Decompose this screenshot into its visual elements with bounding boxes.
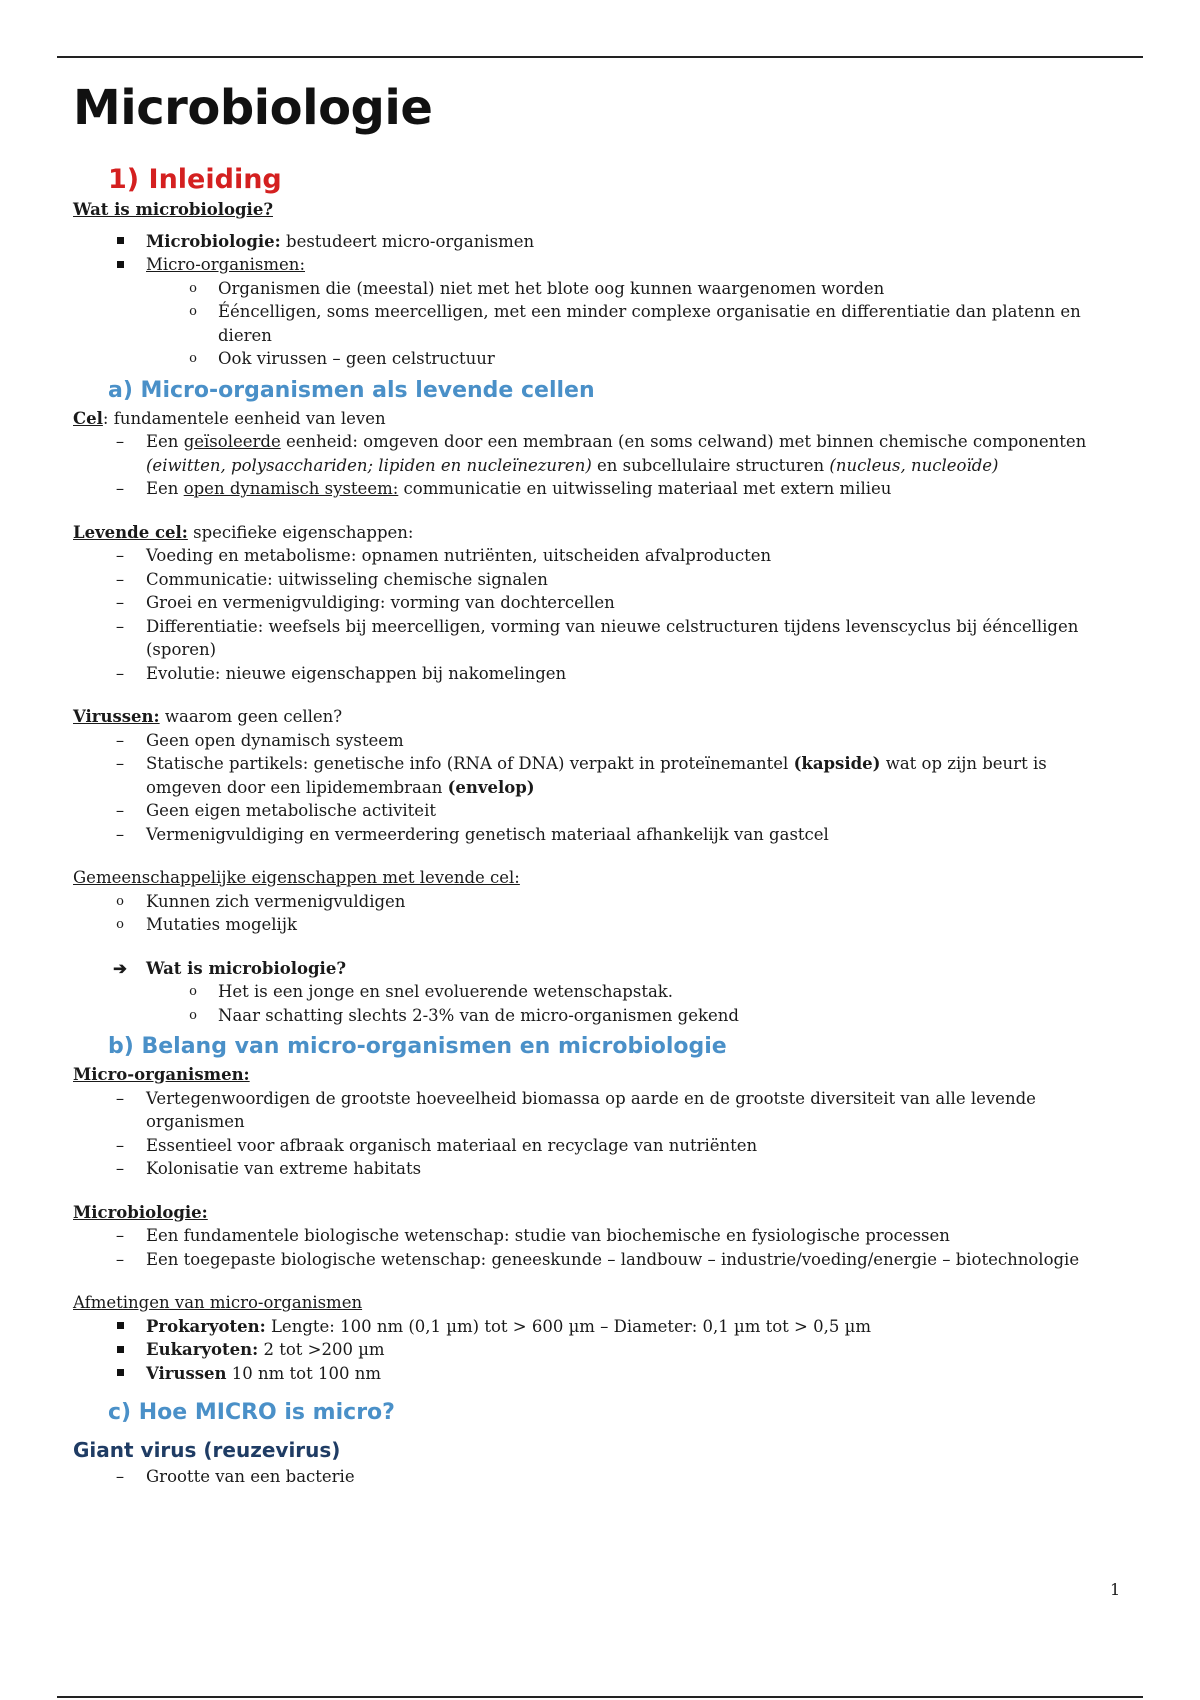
section-heading-c: c) Hoe MICRO is micro? [108, 1400, 395, 1425]
list-item: o Ook virussen – geen celstructuur [73, 347, 1113, 371]
circle-bullet-icon: o [189, 304, 197, 319]
top-rule [57, 56, 1143, 58]
document-title: Microbiologie [73, 80, 433, 136]
question-heading: Wat is microbiologie? [73, 200, 273, 219]
list-item: – Geen eigen metabolische activiteit [73, 799, 1113, 823]
list-item: – Grootte van een bacterie [73, 1465, 1113, 1489]
list-item: – Een geïsoleerde eenheid: omgeven door een membraan (en soms celwand) met binnen chemische componenten (eiwitten, polysacchariden; lipiden en nucleïnezuren) en subcellulaire structuren (nucleus, nucleoïde) [73, 430, 1113, 477]
list-item: – Vertegenwoordigen de grootste hoeveelheid biomassa op aarde en de grootste diversiteit van alle levende organismen [73, 1087, 1113, 1134]
subsection-heading-giant-virus: Giant virus (reuzevirus) [73, 1438, 341, 1462]
levende-cel-list [73, 544, 1113, 685]
dash-bullet-icon: – [115, 479, 125, 498]
square-bullet-icon [110, 1338, 130, 1362]
micro-organismen-list [73, 1087, 1113, 1181]
square-bullet-icon [110, 1315, 130, 1339]
circle-bullet-icon: o [189, 280, 197, 296]
dash-bullet-icon: – [115, 546, 125, 565]
circle-bullet-icon: o [189, 1007, 197, 1023]
list-item: Prokaryoten: Lengte: 100 nm (0,1 µm) tot > 600 µm – Diameter: 0,1 µm tot > 0,5 µm [73, 1315, 1113, 1339]
list-item: – Kolonisatie van extreme habitats [73, 1157, 1113, 1181]
cel-definition: Cel: fundamentele eenheid van leven [73, 408, 386, 428]
dash-bullet-icon: – [115, 569, 125, 589]
page-number: 1 [1110, 1580, 1121, 1599]
microbiologie-heading: Microbiologie: [73, 1202, 208, 1222]
dash-bullet-icon: – [115, 593, 125, 612]
section-heading-inleiding: 1) Inleiding [108, 164, 282, 195]
list-item: – Een fundamentele biologische wetenschap: studie van biochemische en fysiologische processen [73, 1224, 1113, 1248]
list-item: o Kunnen zich vermenigvuldigen [73, 890, 1113, 914]
list-item: o Het is een jonge en snel evoluerende wetenschapstak. [73, 980, 1113, 1004]
virussen-definition: Virussen: waarom geen cellen? [73, 707, 343, 726]
section-heading-b: b) Belang van micro-organismen en microbiologie [108, 1034, 727, 1059]
cel-list [73, 430, 1113, 501]
list-item: – Een open dynamisch systeem: communicatie en uitwisseling materiaal met extern milieu [73, 477, 1113, 501]
microbiologie-list [73, 1224, 1113, 1271]
bottom-rule [57, 1696, 1143, 1698]
dash-bullet-icon: – [115, 1088, 125, 1108]
circle-bullet-icon: o [189, 984, 197, 999]
dash-bullet-icon: – [115, 432, 125, 451]
list-item: o Ééncelligen, soms meercelligen, met een minder complexe organisatie en differentiatie dan platenn en dieren [73, 300, 1113, 347]
circle-bullet-icon: o [116, 917, 124, 932]
list-item: – Communicatie: uitwisseling chemische signalen [73, 568, 1113, 592]
gemeenschappelijk-list [73, 890, 1113, 937]
dash-bullet-icon: – [115, 1249, 125, 1269]
list-item: Virussen 10 nm tot 100 nm [73, 1362, 1113, 1386]
square-bullet-icon [110, 253, 130, 277]
list-item: o Naar schatting slechts 2-3% van de micro-organismen gekend [73, 1004, 1113, 1028]
dash-bullet-icon: – [115, 1226, 125, 1245]
list-item: Micro-organismen: [73, 253, 1113, 277]
arrow-right-icon: ➔ [113, 958, 127, 978]
square-bullet-icon [110, 230, 130, 254]
document-page [73, 72, 1113, 1489]
list-item: – Geen open dynamisch systeem [73, 729, 1113, 753]
virussen-list [73, 729, 1113, 847]
dash-bullet-icon: – [115, 1467, 125, 1486]
list-item: – Statische partikels: genetische info (RNA of DNA) verpakt in proteïnemantel (kapside) wat op zijn beurt is omgeven door een lipidemembraan (envelop) [73, 752, 1113, 799]
dash-bullet-icon: – [115, 754, 125, 773]
list-item: Microbiologie: bestudeert micro-organismen [73, 230, 1113, 254]
square-bullet-icon [110, 1362, 130, 1386]
circle-bullet-icon: o [189, 351, 197, 366]
list-item: – Differentiatie: weefsels bij meercelligen, vorming van nieuwe celstructuren tijdens levenscyclus bij ééncelligen (sporen) [73, 615, 1113, 662]
list-item: – Voeding en metabolisme: opnamen nutriënten, uitscheiden afvalproducten [73, 544, 1113, 568]
afmetingen-heading: Afmetingen van micro-organismen [73, 1293, 363, 1312]
gemeenschappelijk-heading: Gemeenschappelijke eigenschappen met levende cel: [73, 868, 520, 887]
list-item: – Evolutie: nieuwe eigenschappen bij nakomelingen [73, 662, 1113, 686]
list-item: – Een toegepaste biologische wetenschap: geneeskunde – landbouw – industrie/voeding/energie – biotechnologie [73, 1248, 1113, 1272]
afmetingen-list [73, 1315, 1113, 1386]
list-item: o Mutaties mogelijk [73, 913, 1113, 937]
dash-bullet-icon: – [115, 1135, 125, 1155]
micro-organismen-heading: Micro-organismen: [73, 1065, 250, 1084]
circle-bullet-icon: o [116, 893, 124, 909]
dash-bullet-icon: – [115, 663, 125, 683]
levende-cel-definition: Levende cel: specifieke eigenschappen: [73, 522, 414, 542]
section-heading-a: a) Micro-organismen als levende cellen [108, 377, 595, 403]
list-item: Eukaryoten: 2 tot >200 µm [73, 1338, 1113, 1362]
list-item: o Organismen die (meestal) niet met het blote oog kunnen waargenomen worden [73, 277, 1113, 301]
dash-bullet-icon: – [115, 1159, 125, 1178]
list-item: – Essentieel voor afbraak organisch materiaal en recyclage van nutriënten [73, 1134, 1113, 1158]
dash-bullet-icon: – [115, 801, 125, 820]
arrow-list [73, 957, 1113, 1028]
intro-list [73, 230, 1113, 371]
dash-bullet-icon: – [115, 616, 125, 636]
dash-bullet-icon: – [115, 730, 125, 750]
list-item: – Vermenigvuldiging en vermeerdering genetisch materiaal afhankelijk van gastcel [73, 823, 1113, 847]
list-item: – Groei en vermenigvuldiging: vorming van dochtercellen [73, 591, 1113, 615]
dash-bullet-icon: – [115, 824, 125, 844]
giant-virus-list [73, 1465, 1113, 1489]
list-item: ➔ Wat is microbiologie? [73, 957, 1113, 981]
